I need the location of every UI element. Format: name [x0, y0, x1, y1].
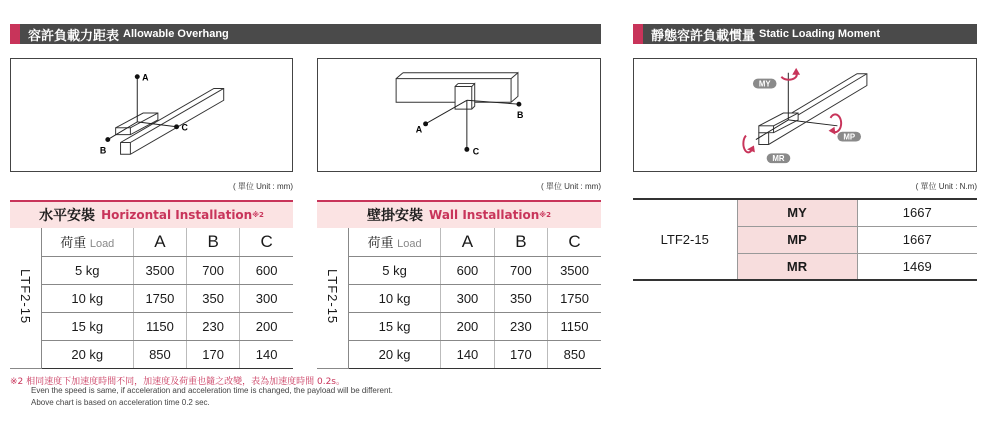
value-b: 350	[187, 284, 240, 312]
value-a: 300	[441, 284, 494, 312]
wall-install-title	[317, 200, 601, 228]
value-b: 350	[494, 284, 547, 312]
horizontal-install-title	[10, 200, 293, 228]
moment-key: MP	[737, 226, 857, 253]
col-c-header: C	[240, 228, 293, 256]
moment-label-mp	[837, 132, 861, 142]
horizontal-note-mark: ※2	[252, 211, 264, 219]
footnote-en-2: Above chart is based on acceleration time 0.2 sec.	[31, 398, 210, 407]
value-c: 1150	[548, 312, 601, 340]
moment-section-header	[633, 24, 977, 44]
moment-title-en: Static Loading Moment	[759, 28, 881, 40]
moment-value: 1667	[857, 199, 977, 226]
load-header: 荷重 Load	[348, 228, 440, 256]
value-a: 200	[441, 312, 494, 340]
moment-value: 1469	[857, 253, 977, 280]
table-row	[633, 199, 977, 226]
moment-title-zh: 靜態容許負載慣量	[651, 28, 756, 44]
moment-label-my	[753, 79, 777, 89]
value-b: 170	[187, 340, 240, 368]
load-cell: 20 kg	[41, 340, 133, 368]
value-a: 3500	[133, 256, 186, 284]
moment-unit: ( 單位 Unit : N.m)	[915, 182, 977, 191]
model-cell: LTF2-15	[10, 228, 41, 368]
horizontal-diagram-image	[11, 59, 292, 171]
svg-text:MP: MP	[843, 132, 856, 142]
svg-text:MR: MR	[772, 154, 785, 164]
load-cell: 10 kg	[41, 284, 133, 312]
wall-title-en: Wall Installation	[429, 208, 540, 222]
value-b: 700	[494, 256, 547, 284]
col-b-header: B	[187, 228, 240, 256]
col-c-header: C	[548, 228, 601, 256]
table-row	[10, 340, 293, 368]
model-cell: LTF2-15	[633, 199, 737, 280]
svg-text:MY: MY	[758, 79, 771, 89]
moment-diagram-image	[634, 59, 976, 171]
table-header-row	[10, 228, 293, 256]
overhang-unit-left: ( 單位 Unit : mm)	[233, 182, 293, 191]
overhang-title-zh: 容許負載力距表	[28, 28, 120, 44]
overhang-section-header	[10, 24, 601, 44]
value-a: 1150	[133, 312, 186, 340]
col-a-header: A	[133, 228, 186, 256]
load-cell: 5 kg	[348, 256, 440, 284]
load-cell: 5 kg	[41, 256, 133, 284]
horizontal-diagram	[10, 58, 293, 172]
diagram-label-c: C	[181, 122, 188, 133]
moment-key: MY	[737, 199, 857, 226]
overhang-title-en: Allowable Overhang	[123, 28, 229, 40]
diagram-label-c: C	[472, 146, 480, 157]
value-a: 600	[441, 256, 494, 284]
wall-title-zh: 壁掛安裝	[367, 208, 424, 224]
value-a: 140	[441, 340, 494, 368]
diagram-label-b: B	[516, 109, 524, 120]
diagram-label-a: A	[415, 124, 423, 135]
moment-label-mr	[767, 153, 791, 163]
col-a-header: A	[441, 228, 494, 256]
model-cell: LTF2-15	[317, 228, 348, 368]
moment-value: 1667	[857, 226, 977, 253]
wall-diagram	[317, 58, 601, 172]
col-b-header: B	[494, 228, 547, 256]
table-row	[317, 256, 601, 284]
horizontal-title-en: Horizontal Installation	[101, 208, 253, 222]
wall-note-mark: ※2	[539, 211, 551, 219]
value-b: 230	[187, 312, 240, 340]
load-cell: 10 kg	[348, 284, 440, 312]
table-row	[317, 312, 601, 340]
header-accent	[633, 24, 643, 44]
load-cell: 15 kg	[348, 312, 440, 340]
value-c: 3500	[548, 256, 601, 284]
wall-overhang-table	[317, 228, 601, 369]
table-row	[317, 284, 601, 312]
header-accent	[10, 24, 20, 44]
moment-diagram	[633, 58, 977, 172]
load-cell: 15 kg	[41, 312, 133, 340]
value-c: 850	[548, 340, 601, 368]
load-header: 荷重 Load	[41, 228, 133, 256]
load-cell: 20 kg	[348, 340, 440, 368]
table-row	[10, 256, 293, 284]
footnote-en-1: Even the speed is same, if acceleration and acceleration time is changed, the payload will be different.	[31, 386, 393, 395]
diagram-label-a: A	[142, 72, 149, 83]
value-b: 700	[187, 256, 240, 284]
value-a: 1750	[133, 284, 186, 312]
diagram-label-b: B	[99, 145, 107, 156]
table-row	[317, 340, 601, 368]
static-moment-table	[633, 198, 977, 281]
value-c: 200	[240, 312, 293, 340]
horizontal-title-zh: 水平安裝	[39, 208, 96, 224]
overhang-unit-right: ( 單位 Unit : mm)	[541, 182, 601, 191]
horizontal-overhang-table	[10, 228, 293, 369]
value-c: 300	[240, 284, 293, 312]
table-header-row	[317, 228, 601, 256]
footnote-zh: ※2 相同速度下加速度時間不同，加速度及荷重也隨之改變，表為加速度時間 0.2s。	[10, 377, 345, 387]
table-row	[10, 312, 293, 340]
value-c: 1750	[548, 284, 601, 312]
value-b: 230	[494, 312, 547, 340]
moment-key: MR	[737, 253, 857, 280]
table-row	[10, 284, 293, 312]
value-a: 850	[133, 340, 186, 368]
value-c: 600	[240, 256, 293, 284]
wall-diagram-image	[318, 59, 600, 171]
value-c: 140	[240, 340, 293, 368]
value-b: 170	[494, 340, 547, 368]
